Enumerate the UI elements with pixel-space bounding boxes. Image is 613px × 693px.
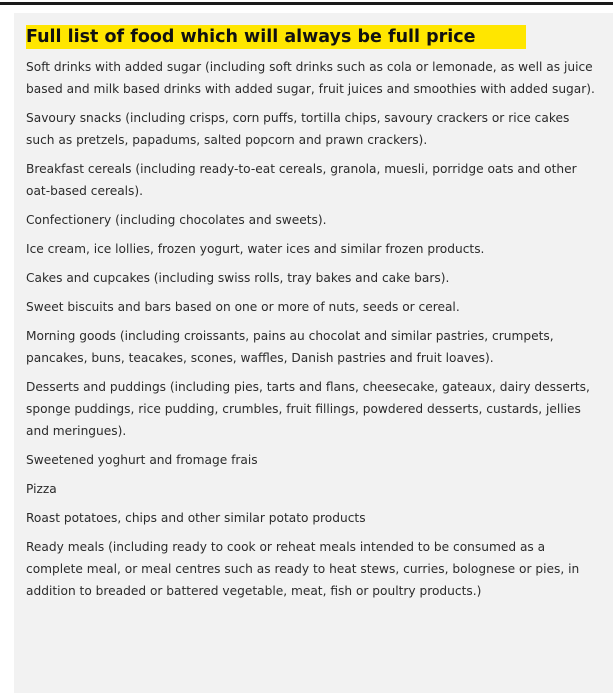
list-item: Confectionery (including chocolates and sweets).: [26, 213, 327, 227]
list-item: Ready meals (including ready to cook or reheat meals intended to be consumed as a complete meal, or meal centres such as ready to heat stews, curries, bolognese or pies, in addition to breaded or battered vegetable, meat, fish or poultry products.): [26, 540, 580, 598]
list-item: Savoury snacks (including crisps, corn puffs, tortilla chips, savoury crackers or rice cakes such as pretzels, papadums, salted popcorn and prawn crackers).: [26, 111, 570, 147]
list-item: Roast potatoes, chips and other similar potato products: [26, 511, 366, 525]
list-item: Ice cream, ice lollies, frozen yogurt, water ices and similar frozen products.: [26, 242, 485, 256]
list-item: Pizza: [26, 482, 57, 496]
food-list: [26, 56, 601, 602]
top-divider: [0, 2, 613, 5]
list-item: Soft drinks with added sugar (including soft drinks such as cola or lemonade, as well as juice based and milk based drinks with added sugar, fruit juices and smoothies with added sugar).: [26, 60, 595, 96]
list-item: Morning goods (including croissants, pains au chocolat and similar pastries, crumpets, pancakes, buns, teacakes, scones, waffles, Danish pastries and fruit loaves).: [26, 329, 554, 365]
list-item: Cakes and cupcakes (including swiss rolls, tray bakes and cake bars).: [26, 271, 450, 285]
list-item: Sweetened yoghurt and fromage frais: [26, 453, 258, 467]
list-title: Full list of food which will always be full price: [26, 25, 526, 49]
list-item: Desserts and puddings (including pies, tarts and flans, cheesecake, gateaux, dairy desserts, sponge puddings, rice pudding, crumbles, fruit fillings, powdered desserts, custards, jellies and meringues).: [26, 380, 590, 438]
list-item: Breakfast cereals (including ready-to-eat cereals, granola, muesli, porridge oats and other oat-based cereals).: [26, 162, 577, 198]
list-item: Sweet biscuits and bars based on one or more of nuts, seeds or cereal.: [26, 300, 460, 314]
food-list-panel: [14, 13, 613, 693]
